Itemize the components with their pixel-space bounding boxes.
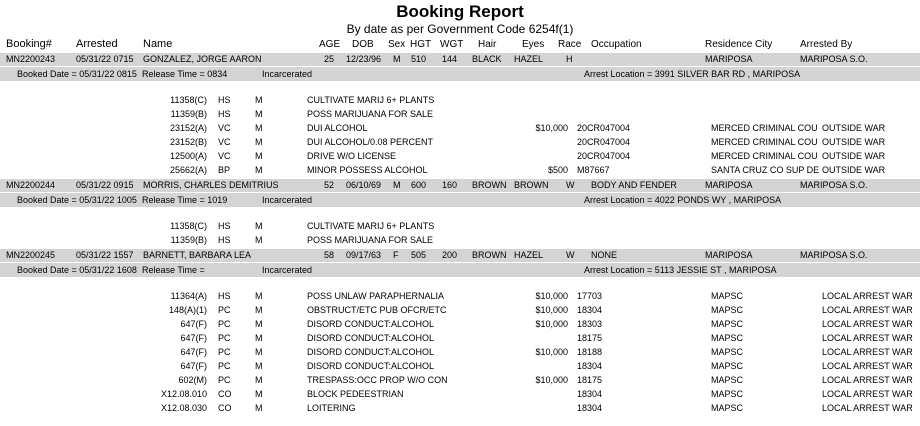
charge-code: X12.08.010 — [160, 389, 207, 399]
warrant-type: LOCAL ARREST WAR — [822, 361, 913, 371]
booking-detail-row — [0, 264, 920, 277]
case-number: 20CR047004 — [577, 137, 631, 147]
charge-code: 11359(B) — [170, 235, 207, 245]
charge-type: BP — [218, 165, 231, 175]
case-number: 18303 — [577, 319, 603, 329]
case-number: 18175 — [577, 333, 603, 343]
charge-level: M — [255, 389, 263, 399]
court: MAPSC — [711, 403, 744, 413]
col-header-occupation: Occupation — [591, 39, 642, 50]
charge-row — [0, 234, 920, 247]
charge-row — [0, 94, 920, 107]
bail-amount: $10,000 — [535, 347, 568, 357]
custody-status: Incarcerated — [262, 265, 313, 275]
col-header-sex: Sex — [388, 39, 406, 50]
charge-row — [0, 318, 920, 331]
case-number: 18304 — [577, 361, 603, 371]
charge-code: 148(A)(1) — [168, 305, 207, 315]
court: MERCED CRIMINAL COU — [711, 151, 818, 161]
height: 510 — [411, 54, 427, 64]
court: MAPSC — [711, 333, 744, 343]
col-header-eyes: Eyes — [522, 39, 545, 50]
court: MAPSC — [711, 389, 744, 399]
charge-type: HS — [218, 95, 231, 105]
charge-description: OBSTRUCT/ETC PUB OFCR/ETC — [307, 305, 447, 315]
person-name: MORRIS, CHARLES DEMITRIUS — [143, 180, 279, 190]
bail-amount: $10,000 — [535, 291, 568, 301]
hair: BROWN — [472, 180, 507, 190]
booking-detail-row — [0, 194, 920, 207]
custody-status: Incarcerated — [262, 195, 313, 205]
arrest-location: Arrest Location = 3991 SILVER BAR RD , MARIPOSA — [584, 69, 801, 79]
court: SANTA CRUZ CO SUP DE — [711, 165, 820, 175]
race: H — [566, 54, 573, 64]
sex: F — [393, 250, 399, 260]
person-name: BARNETT, BARBARA LEA — [143, 250, 252, 260]
race: W — [566, 180, 575, 190]
residence-city: MARIPOSA — [705, 250, 753, 260]
arrested-by: MARIPOSA S.O. — [800, 54, 868, 64]
arrest-location: Arrest Location = 5113 JESSIE ST , MARIPOSA — [584, 265, 777, 275]
warrant-type: LOCAL ARREST WAR — [822, 403, 913, 413]
charge-type: VC — [218, 123, 231, 133]
bail-amount: $10,000 — [535, 123, 568, 133]
booked-date: Booked Date = 05/31/22 0815 — [17, 69, 137, 79]
bail-amount: $10,000 — [535, 375, 568, 385]
court: MERCED CRIMINAL COU — [711, 123, 818, 133]
bail-amount: $500 — [547, 165, 568, 175]
age: 58 — [324, 250, 335, 260]
warrant-type: LOCAL ARREST WAR — [822, 375, 913, 385]
sex: M — [393, 54, 401, 64]
charge-code: 602(M) — [178, 375, 207, 385]
charge-row — [0, 150, 920, 163]
charge-type: HS — [218, 221, 231, 231]
charge-level: M — [255, 109, 263, 119]
case-number: 18304 — [577, 403, 603, 413]
height: 600 — [411, 180, 427, 190]
charge-description: LOITERING — [307, 403, 356, 413]
charge-level: M — [255, 235, 263, 245]
charge-level: M — [255, 319, 263, 329]
arrested-datetime: 05/31/22 0715 — [76, 54, 134, 64]
col-header-dob: DOB — [352, 39, 374, 50]
release-time: Release Time = — [142, 265, 205, 275]
col-header-wgt: WGT — [440, 39, 464, 50]
charge-code: 647(F) — [180, 347, 207, 357]
charge-code: 11358(C) — [170, 221, 207, 231]
charge-level: M — [255, 123, 263, 133]
charge-description: DUI ALCOHOL — [307, 123, 368, 133]
charge-row — [0, 360, 920, 373]
warrant-type: OUTSIDE WAR — [822, 137, 886, 147]
warrant-type: LOCAL ARREST WAR — [822, 291, 913, 301]
charge-code: 12500(A) — [169, 151, 207, 161]
booking-row — [0, 179, 920, 192]
charge-code: 11364(A) — [170, 291, 207, 301]
charge-row — [0, 290, 920, 303]
race: W — [566, 250, 575, 260]
col-header-arrested-by: Arrested By — [800, 39, 853, 50]
charge-code: 11358(C) — [170, 95, 207, 105]
case-number: 20CR047004 — [577, 123, 631, 133]
booking-row — [0, 53, 920, 66]
warrant-type: OUTSIDE WAR — [822, 151, 886, 161]
residence-city: MARIPOSA — [705, 180, 753, 190]
booking-number: MN2200243 — [6, 54, 56, 64]
case-number: 17703 — [577, 291, 603, 301]
booking-number: MN2200244 — [6, 180, 56, 190]
charge-type: PC — [218, 333, 231, 343]
charge-code: 647(F) — [180, 361, 207, 371]
occupation: BODY AND FENDER — [591, 180, 677, 190]
weight: 200 — [442, 250, 458, 260]
charge-row — [0, 108, 920, 121]
charge-code: 11359(B) — [170, 109, 207, 119]
charge-description: BLOCK PEDEESTRIAN — [307, 389, 404, 399]
arrested-datetime: 05/31/22 1557 — [76, 250, 134, 260]
charge-description: CULTIVATE MARIJ 6+ PLANTS — [307, 95, 435, 105]
charge-description: POSS UNLAW PARAPHERNALIA — [307, 291, 445, 301]
col-header-race: Race — [558, 39, 582, 50]
col-header-hgt: HGT — [410, 39, 432, 50]
arrested-by: MARIPOSA S.O. — [800, 250, 868, 260]
charge-description: DISORD CONDUCT:ALCOHOL — [307, 333, 435, 343]
residence-city: MARIPOSA — [705, 54, 753, 64]
booking-detail-row — [0, 68, 920, 81]
charge-level: M — [255, 403, 263, 413]
charge-row — [0, 374, 920, 387]
charge-row — [0, 164, 920, 177]
arrest-location: Arrest Location = 4022 PONDS WY , MARIPOSA — [584, 195, 782, 205]
charge-type: HS — [218, 109, 231, 119]
hair: BLACK — [472, 54, 502, 64]
charge-code: 647(F) — [180, 333, 207, 343]
charge-level: M — [255, 361, 263, 371]
charge-code: 25662(A) — [169, 165, 207, 175]
warrant-type: OUTSIDE WAR — [822, 123, 886, 133]
case-number: M87667 — [577, 165, 610, 175]
report-title: Booking Report — [396, 2, 524, 21]
charge-type: PC — [218, 319, 231, 329]
case-number: 18188 — [577, 347, 603, 357]
charge-description: MINOR POSSESS ALCOHOL — [307, 165, 428, 175]
height: 505 — [411, 250, 427, 260]
charge-code: 23152(B) — [169, 137, 207, 147]
warrant-type: LOCAL ARREST WAR — [822, 389, 913, 399]
report-subtitle: By date as per Government Code 6254f(1) — [346, 22, 574, 36]
charge-description: DUI ALCOHOL/0.08 PERCENT — [307, 137, 434, 147]
charge-level: M — [255, 221, 263, 231]
charge-code: 23152(A) — [169, 123, 207, 133]
hair: BROWN — [472, 250, 507, 260]
release-time: Release Time = 0834 — [142, 69, 228, 79]
charge-level: M — [255, 95, 263, 105]
charge-description: POSS MARIJUANA FOR SALE — [307, 235, 434, 245]
arrested-by: MARIPOSA S.O. — [800, 180, 868, 190]
dob: 06/10/69 — [346, 180, 382, 190]
charge-description: DISORD CONDUCT:ALCOHOL — [307, 361, 435, 371]
charge-level: M — [255, 333, 263, 343]
case-number: 18304 — [577, 389, 603, 399]
age: 52 — [324, 180, 335, 190]
charge-row — [0, 346, 920, 359]
release-time: Release Time = 1019 — [142, 195, 228, 205]
charge-row — [0, 388, 920, 401]
case-number: 18175 — [577, 375, 603, 385]
warrant-type: LOCAL ARREST WAR — [822, 319, 913, 329]
charge-level: M — [255, 291, 263, 301]
col-header-hair: Hair — [478, 39, 497, 50]
charge-type: HS — [218, 291, 231, 301]
eyes: BROWN — [514, 180, 549, 190]
booking-number: MN2200245 — [6, 250, 56, 260]
charge-description: DRIVE W/O LICENSE — [307, 151, 397, 161]
charge-type: CO — [218, 389, 232, 399]
bail-amount: $10,000 — [535, 319, 568, 329]
warrant-type: LOCAL ARREST WAR — [822, 305, 913, 315]
charge-description: TRESPASS:OCC PROP W/O CON — [307, 375, 448, 385]
col-header-residence-city: Residence City — [705, 39, 773, 50]
col-header-arrested: Arrested — [76, 38, 118, 50]
court: MAPSC — [711, 375, 744, 385]
charge-level: M — [255, 151, 263, 161]
charge-description: POSS MARIJUANA FOR SALE — [307, 109, 434, 119]
charge-type: PC — [218, 375, 231, 385]
charge-level: M — [255, 137, 263, 147]
court: MAPSC — [711, 291, 744, 301]
eyes: HAZEL — [514, 250, 544, 260]
charge-description: DISORD CONDUCT:ALCOHOL — [307, 319, 435, 329]
charge-type: PC — [218, 347, 231, 357]
warrant-type: LOCAL ARREST WAR — [822, 347, 913, 357]
age: 25 — [324, 54, 335, 64]
weight: 160 — [442, 180, 458, 190]
dob: 09/17/63 — [346, 250, 382, 260]
charge-type: VC — [218, 137, 231, 147]
charge-row — [0, 304, 920, 317]
charge-row — [0, 402, 920, 415]
case-number: 18304 — [577, 305, 603, 315]
col-header-name: Name — [143, 38, 173, 50]
custody-status: Incarcerated — [262, 69, 313, 79]
court: MERCED CRIMINAL COU — [711, 137, 818, 147]
charge-level: M — [255, 347, 263, 357]
weight: 144 — [442, 54, 458, 64]
court: MAPSC — [711, 361, 744, 371]
charge-type: VC — [218, 151, 231, 161]
warrant-type: LOCAL ARREST WAR — [822, 333, 913, 343]
bail-amount: $10,000 — [535, 305, 568, 315]
warrant-type: OUTSIDE WAR — [822, 165, 886, 175]
booked-date: Booked Date = 05/31/22 1608 — [17, 265, 137, 275]
court: MAPSC — [711, 319, 744, 329]
sex: M — [393, 180, 401, 190]
court: MAPSC — [711, 347, 744, 357]
court: MAPSC — [711, 305, 744, 315]
charge-type: HS — [218, 235, 231, 245]
charge-row — [0, 332, 920, 345]
arrested-datetime: 05/31/22 0915 — [76, 180, 134, 190]
charge-description: DISORD CONDUCT:ALCOHOL — [307, 347, 435, 357]
charge-type: CO — [218, 403, 232, 413]
person-name: GONZALEZ, JORGE AARON — [143, 54, 262, 64]
charge-code: X12.08.030 — [160, 403, 207, 413]
charge-type: PC — [218, 305, 231, 315]
charge-row — [0, 122, 920, 135]
charge-level: M — [255, 375, 263, 385]
occupation: NONE — [591, 250, 618, 260]
charge-type: PC — [218, 361, 231, 371]
charge-level: M — [255, 305, 263, 315]
charge-row — [0, 136, 920, 149]
charge-description: CULTIVATE MARIJ 6+ PLANTS — [307, 221, 435, 231]
charge-level: M — [255, 165, 263, 175]
booked-date: Booked Date = 05/31/22 1005 — [17, 195, 137, 205]
col-header-booking: Booking# — [6, 38, 52, 50]
eyes: HAZEL — [514, 54, 544, 64]
col-header-age: AGE — [319, 39, 341, 50]
charge-code: 647(F) — [180, 319, 207, 329]
dob: 12/23/96 — [346, 54, 382, 64]
booking-row — [0, 249, 920, 262]
case-number: 20CR047004 — [577, 151, 631, 161]
charge-row — [0, 220, 920, 233]
